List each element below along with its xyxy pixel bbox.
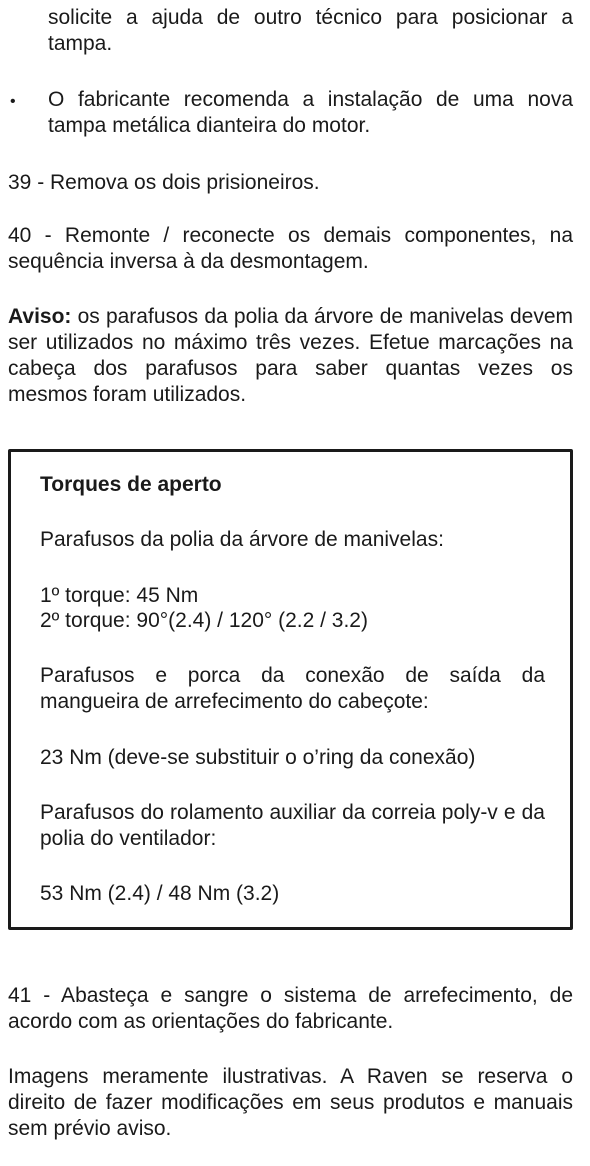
step-39: 39 - Remova os dois prisioneiros. — [8, 171, 320, 194]
manufacturer-recommendation: O fabricante recomenda a instalação de uma nova tampa metálica dianteira do motor. — [48, 88, 573, 137]
torque-item-crankshaft-pulley: Parafusos da polia da árvore de manivelas: — [40, 528, 444, 551]
step-41: 41 - Abasteça e sangre o sistema de arrefecimento, de acordo com as orientações do fabricante. — [8, 984, 573, 1033]
warning-paragraph — [8, 304, 573, 408]
warning-text: os parafusos da polia da árvore de manivelas devem ser utilizados no máximo três vezes. Efetue marcações na cabeça dos parafusos para saber quantas vezes os mesmos foram utilizados. — [8, 305, 573, 406]
torque-item-belt-pulley: Parafusos do rolamento auxiliar da correia poly-v e da polia do ventilador: — [40, 801, 545, 850]
continuation-text: solicite a ajuda de outro técnico para posicionar a tampa. — [48, 6, 573, 55]
torque-value-2: 2º torque: 90°(2.4) / 120° (2.2 / 3.2) — [40, 609, 368, 632]
torque-item-coolant-hose: Parafusos e porca da conexão de saída da mangueira de arrefecimento do cabeçote: — [40, 664, 545, 713]
torque-value-coolant-hose: 23 Nm (deve-se substituir o o’ring da conexão) — [40, 746, 476, 769]
bullet-marker: • — [10, 93, 16, 110]
torque-box-title: Torques de aperto — [40, 473, 222, 496]
disclaimer: Imagens meramente ilustrativas. A Raven se reserva o direito de fazer modificações em seus produtos e manuais sem prévio aviso. — [8, 1065, 573, 1140]
warning-label: Aviso: — [8, 305, 72, 328]
torque-box — [8, 449, 573, 930]
step-40: 40 - Remonte / reconecte os demais componentes, na sequência inversa à da desmontagem. — [8, 224, 573, 273]
torque-value-1: 1º torque: 45 Nm — [40, 584, 199, 607]
torque-value-belt-pulley: 53 Nm (2.4) / 48 Nm (3.2) — [40, 882, 280, 905]
